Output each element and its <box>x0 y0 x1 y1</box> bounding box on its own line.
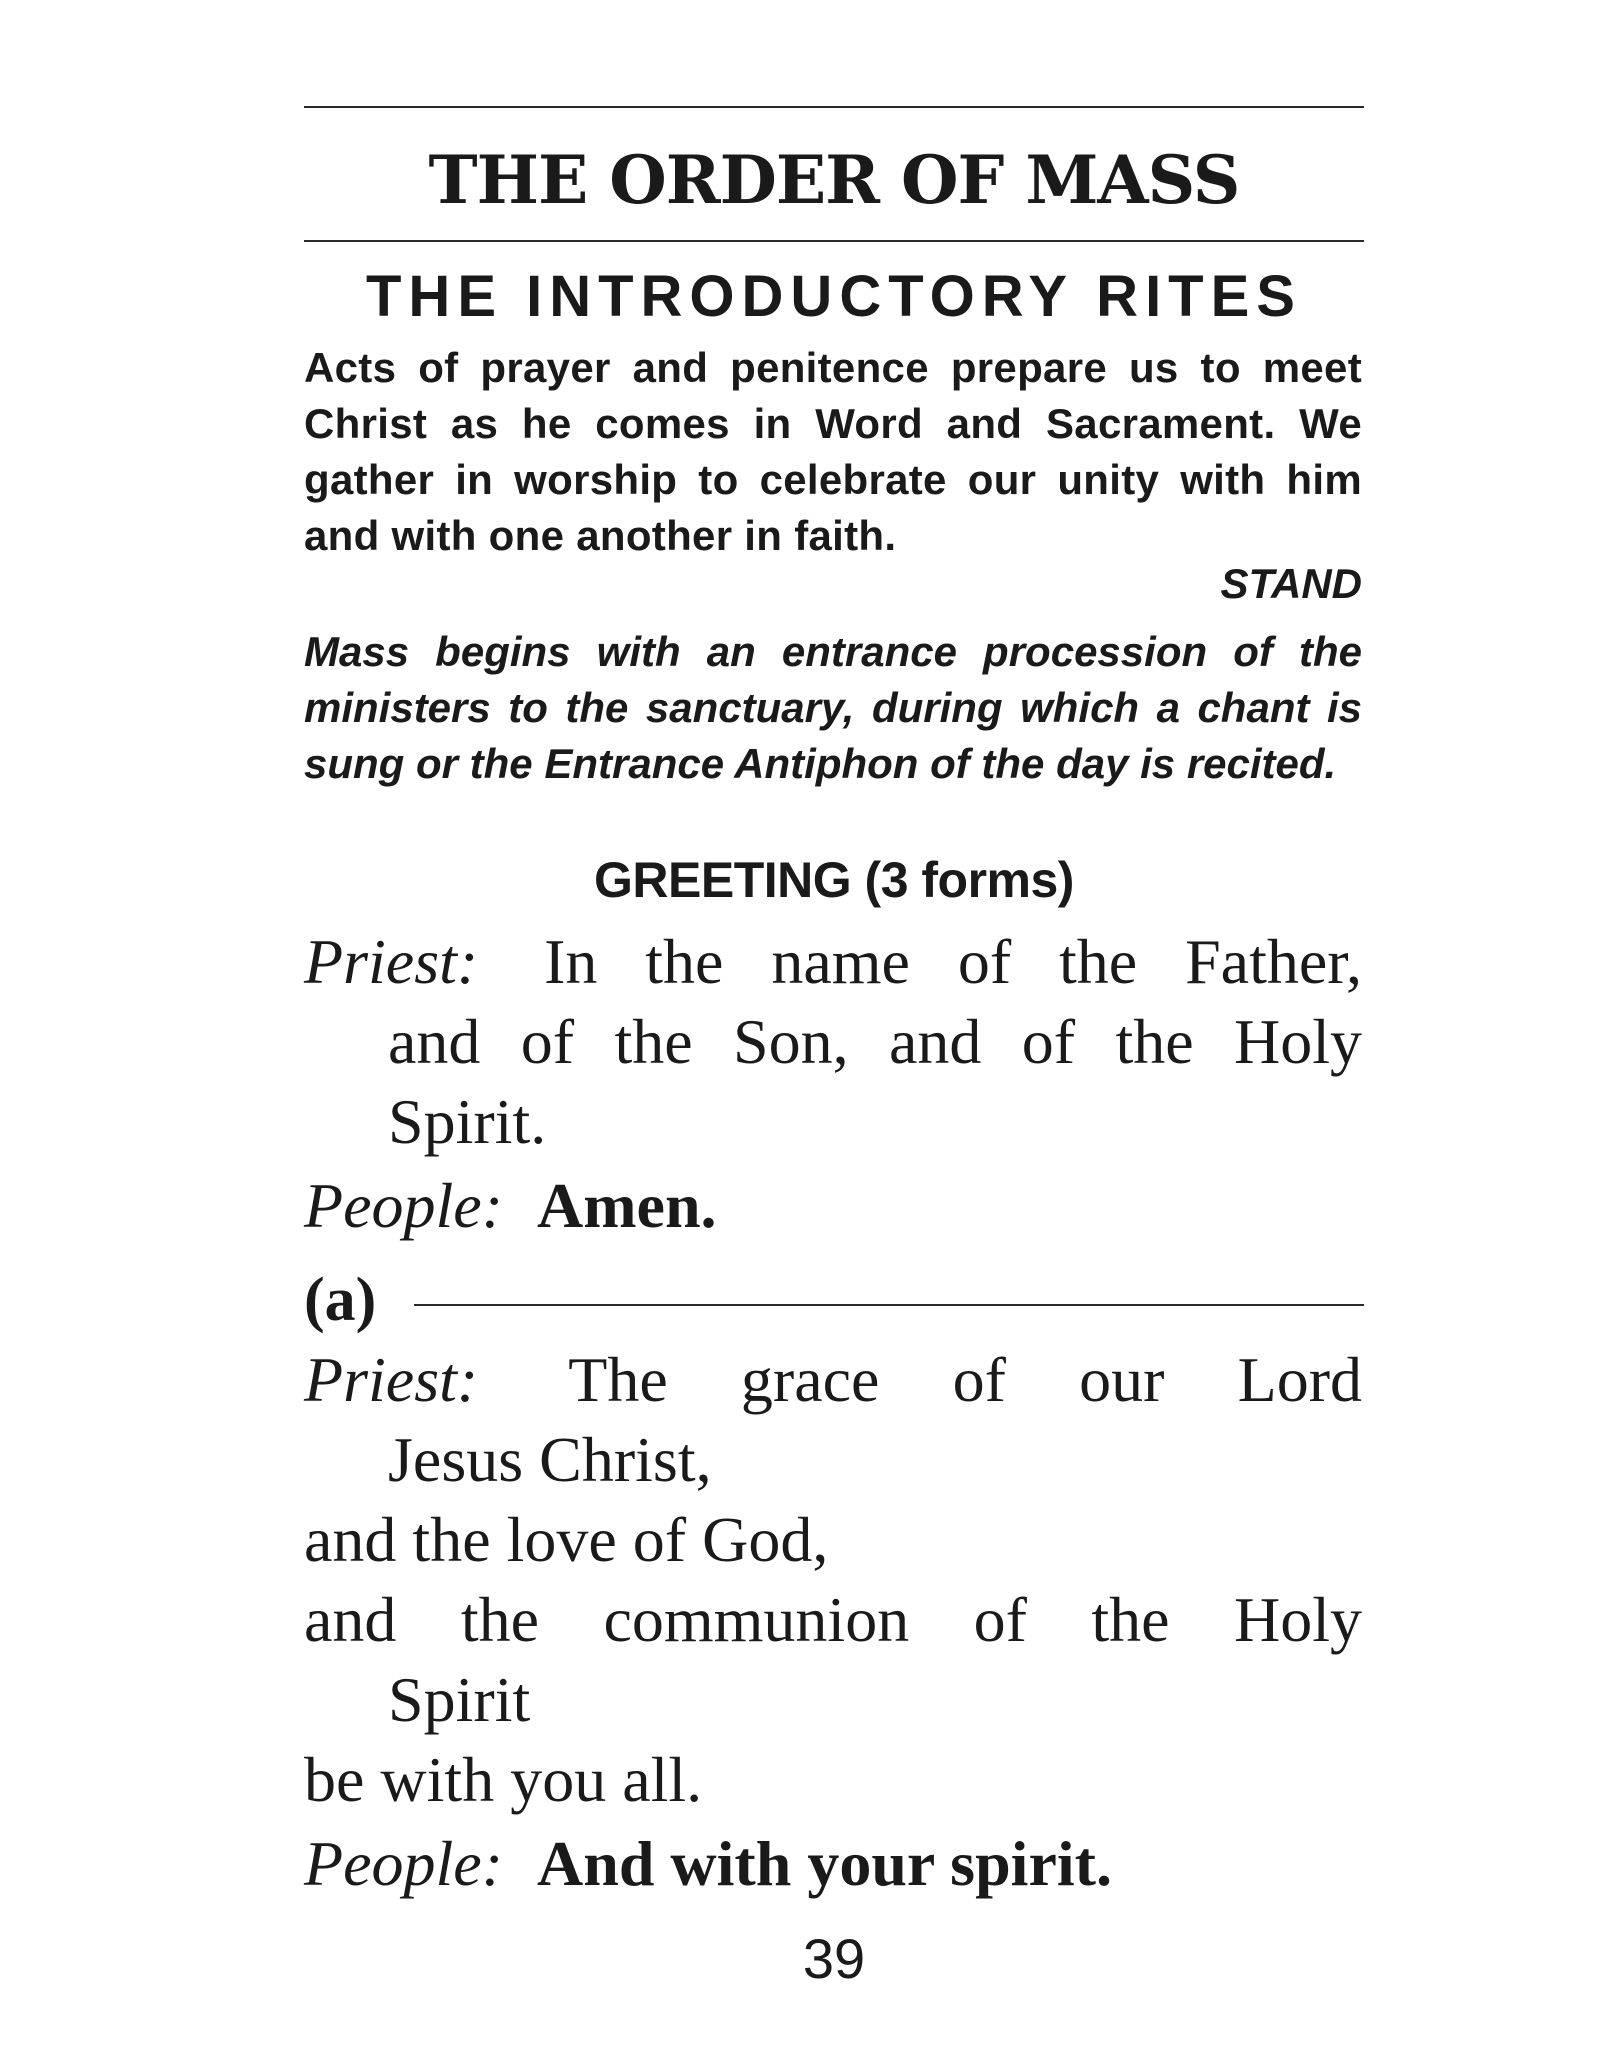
speaker-label: People: <box>304 1170 503 1241</box>
people-line <box>304 1824 1362 1904</box>
page-title: THE ORDER OF MASS <box>428 141 1240 219</box>
intro-paragraph: Acts of prayer and penitence prepare us to meet Christ as he comes in Word and Sacrament. We gather in worship to celebrate our unity with him and with one another in faith. <box>304 344 1362 559</box>
speaker-label: Priest: <box>304 926 479 997</box>
priest-continuation: Spirit <box>388 1664 531 1735</box>
priest-text-line: and the communion of the Holy <box>304 1584 1362 1655</box>
people-response: Amen. <box>537 1170 717 1241</box>
priest-continuation: and of the Son, and of the Holy <box>388 1006 1362 1077</box>
posture-instruction: STAND <box>1220 560 1362 607</box>
missal-page <box>304 0 1364 2048</box>
top-rule <box>304 106 1364 108</box>
form-a-label: (a) <box>304 1266 377 1334</box>
greeting-dialogue <box>304 922 1362 1246</box>
people-line <box>304 1166 1362 1246</box>
greeting-heading: GREETING (3 forms) <box>594 852 1074 908</box>
priest-line <box>304 1340 1362 1420</box>
speaker-label: People: <box>304 1828 503 1899</box>
form-a-divider <box>304 1260 1364 1340</box>
section-heading: THE INTRODUCTORY RITES <box>366 264 1302 329</box>
form-a-dialogue <box>304 1340 1362 1904</box>
priest-text-line: be with you all. <box>304 1744 703 1815</box>
priest-continuation: Spirit. <box>388 1086 547 1157</box>
priest-text-line: and the love of God, <box>304 1504 829 1575</box>
priest-text: In the name of the Father, <box>544 926 1363 997</box>
people-response: And with your spirit. <box>537 1828 1112 1899</box>
title-rule <box>304 240 1364 242</box>
rubric-paragraph: Mass begins with an entrance procession of the ministers to the sanctuary, during which a chant is sung or the Entrance Antiphon of the day is recited. <box>304 628 1362 787</box>
speaker-label: Priest: <box>304 1344 479 1415</box>
page-number: 39 <box>802 1927 866 1990</box>
priest-continuation: Jesus Christ, <box>388 1424 712 1495</box>
priest-line <box>304 922 1362 1002</box>
priest-text: The grace of our Lord <box>568 1344 1363 1415</box>
form-a-rule <box>414 1304 1364 1306</box>
